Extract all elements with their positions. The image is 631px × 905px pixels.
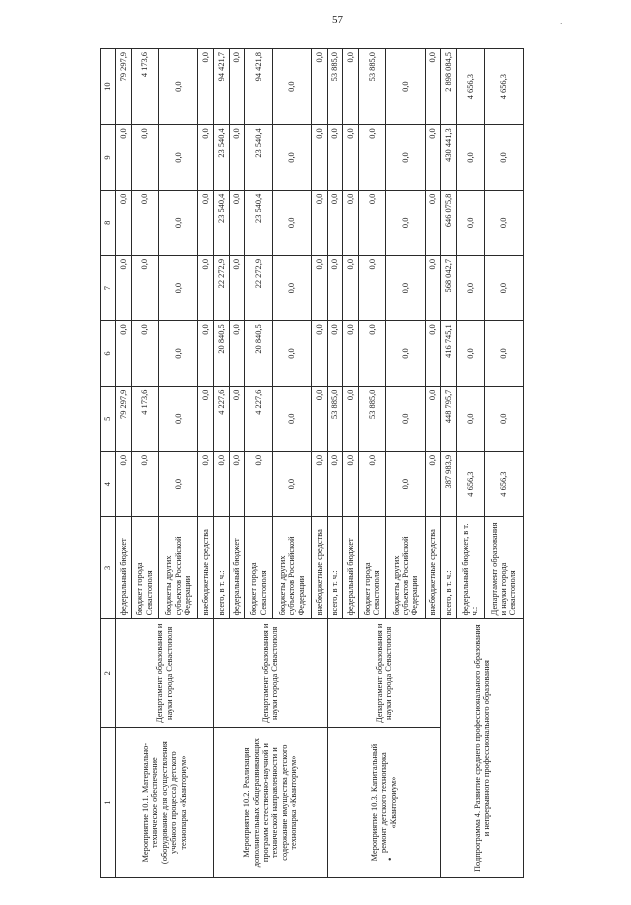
value-cell: 0,0 [457, 255, 484, 320]
value-cell: 4 173,6 [131, 49, 158, 125]
column-header: 9 [101, 125, 116, 190]
value-cell: 0,0 [272, 190, 311, 255]
value-cell: 0,0 [159, 49, 198, 125]
value-cell: 79 297,9 [116, 49, 132, 125]
value-cell: 0,0 [359, 451, 386, 516]
value-cell: 0,0 [425, 125, 441, 190]
responsible-executor: Департамент образования и науки города Севастополя [116, 619, 214, 728]
value-cell: 0,0 [159, 190, 198, 255]
page-number: 57 [332, 14, 343, 26]
funding-source: бюджет города Севастополя [245, 517, 272, 619]
value-cell: 0,0 [131, 255, 158, 320]
value-cell: 0,0 [131, 321, 158, 386]
value-cell: 0,0 [484, 125, 523, 190]
subprogram-name: Подпрограмма 4. Развитие среднего профессионального образования и непрерывного профессионального образования [441, 619, 524, 878]
value-cell: 20 840,5 [245, 321, 272, 386]
value-cell: 0,0 [272, 255, 311, 320]
funding-source: бюджеты других субъектов Российской Федерации [159, 517, 198, 619]
value-cell: 0,0 [229, 321, 245, 386]
value-cell: 0,0 [159, 321, 198, 386]
value-cell: 0,0 [245, 451, 272, 516]
value-cell: 0,0 [229, 49, 245, 125]
scan-mark: · [560, 20, 563, 28]
funding-source: федеральный бюджет [343, 517, 359, 619]
value-cell: 22 272,9 [245, 255, 272, 320]
value-cell: 4 656,3 [457, 451, 484, 516]
value-cell: 4 656,3 [484, 451, 523, 516]
value-cell: 23 540,4 [214, 125, 230, 190]
value-cell: 0,0 [359, 321, 386, 386]
funding-source: внебюджетные средства [198, 517, 214, 619]
value-cell: 4 227,6 [245, 386, 272, 451]
value-cell: 0,0 [327, 451, 343, 516]
column-header: 7 [101, 255, 116, 320]
value-cell: 0,0 [116, 190, 132, 255]
value-cell: 0,0 [484, 190, 523, 255]
value-cell: 0,0 [327, 321, 343, 386]
column-header: 2 [101, 619, 116, 728]
value-cell: 0,0 [198, 321, 214, 386]
value-cell: 0,0 [229, 255, 245, 320]
column-header: 10 [101, 49, 116, 125]
funding-source: бюджеты других субъектов Российской Федерации [272, 517, 311, 619]
funding-source: всего, в т. ч.: [214, 517, 230, 619]
value-cell: 23 540,4 [214, 190, 230, 255]
value-cell: 0,0 [131, 190, 158, 255]
funding-source: бюджеты других субъектов Российской Федерации [386, 517, 425, 619]
value-cell: 0,0 [359, 190, 386, 255]
responsible-executor: Департамент образования и науки города Севастополя [327, 619, 441, 728]
value-cell: 20 840,5 [214, 321, 230, 386]
table-row [441, 49, 457, 878]
value-cell: 0,0 [312, 255, 328, 320]
value-cell: 0,0 [425, 49, 441, 125]
funding-source: всего, в т. ч.: [327, 517, 343, 619]
value-cell: 0,0 [386, 255, 425, 320]
column-header: 8 [101, 190, 116, 255]
value-cell: 0,0 [116, 321, 132, 386]
value-cell: 0,0 [425, 386, 441, 451]
value-cell: 448 795,7 [441, 386, 457, 451]
value-cell: 0,0 [386, 321, 425, 386]
value-cell: 0,0 [386, 125, 425, 190]
funding-source: всего, в т. ч.: [441, 517, 457, 619]
value-cell: 0,0 [425, 451, 441, 516]
value-cell: 0,0 [272, 125, 311, 190]
value-cell: 0,0 [159, 451, 198, 516]
value-cell: 0,0 [312, 49, 328, 125]
value-cell: 0,0 [198, 49, 214, 125]
value-cell: 0,0 [312, 321, 328, 386]
value-cell: 0,0 [327, 125, 343, 190]
value-cell: 0,0 [343, 321, 359, 386]
value-cell: 0,0 [343, 255, 359, 320]
value-cell: 23 540,4 [245, 125, 272, 190]
value-cell: 79 297,9 [116, 386, 132, 451]
value-cell: 0,0 [386, 49, 425, 125]
value-cell: 0,0 [386, 451, 425, 516]
column-header: 4 [101, 451, 116, 516]
value-cell: 0,0 [229, 386, 245, 451]
value-cell: 0,0 [425, 255, 441, 320]
value-cell: 0,0 [327, 190, 343, 255]
value-cell: 0,0 [312, 190, 328, 255]
column-header: 6 [101, 321, 116, 386]
value-cell: 0,0 [359, 125, 386, 190]
table-row [327, 49, 343, 878]
funding-source: бюджет города Севастополя [359, 517, 386, 619]
table-row [116, 49, 132, 878]
value-cell: 0,0 [116, 255, 132, 320]
funding-source: федеральный бюджет, в т. ч.: [457, 517, 484, 619]
value-cell: 0,0 [312, 125, 328, 190]
funding-source: внебюджетные средства [312, 517, 328, 619]
value-cell: 0,0 [229, 125, 245, 190]
value-cell: 4 227,6 [214, 386, 230, 451]
value-cell: 4 656,3 [484, 49, 523, 125]
column-header: 5 [101, 386, 116, 451]
value-cell: 0,0 [229, 190, 245, 255]
value-cell: 0,0 [484, 255, 523, 320]
rotated-table-container [100, 48, 524, 878]
value-cell: 0,0 [386, 386, 425, 451]
funding-source: бюджет города Севастополя [131, 517, 158, 619]
scan-mark: • [388, 855, 392, 866]
value-cell: 4 173,6 [131, 386, 158, 451]
value-cell: 0,0 [484, 321, 523, 386]
value-cell: 0,0 [272, 451, 311, 516]
value-cell: 0,0 [484, 386, 523, 451]
value-cell: 22 272,9 [214, 255, 230, 320]
value-cell: 0,0 [312, 386, 328, 451]
column-header: 1 [101, 728, 116, 878]
value-cell: 4 656,3 [457, 49, 484, 125]
value-cell: 0,0 [343, 451, 359, 516]
value-cell: 0,0 [343, 190, 359, 255]
value-cell: 53 885,0 [327, 49, 343, 125]
funding-source: внебюджетные средства [425, 517, 441, 619]
value-cell: 0,0 [159, 125, 198, 190]
value-cell: 0,0 [198, 386, 214, 451]
funding-source: федеральный бюджет [229, 517, 245, 619]
value-cell: 0,0 [272, 49, 311, 125]
value-cell: 0,0 [457, 190, 484, 255]
value-cell: 0,0 [312, 451, 328, 516]
value-cell: 53 885,0 [327, 386, 343, 451]
measure-name: Мероприятие 10.1. Материально-техническое обеспечение (оборудование для осуществления учебного процесса) детского технопарка «Кванториум» [116, 728, 214, 878]
value-cell: 0,0 [343, 386, 359, 451]
responsible-executor: Департамент образования и науки города Севастополя [214, 619, 328, 728]
value-cell: 0,0 [425, 321, 441, 386]
value-cell: 646 075,8 [441, 190, 457, 255]
value-cell: 0,0 [198, 190, 214, 255]
value-cell: 387 983,9 [441, 451, 457, 516]
value-cell: 0,0 [131, 451, 158, 516]
value-cell: 416 745,1 [441, 321, 457, 386]
funding-source: Департамент образования и науки города Севастополя [484, 517, 523, 619]
value-cell: 0,0 [198, 255, 214, 320]
value-cell: 94 421,8 [245, 49, 272, 125]
measure-name: Мероприятие 10.2. Реализация дополнительных общеразвивающих программ естественно-научной и технической направленности и содержание имущества детского технопарка «Кванториум» [214, 728, 328, 878]
value-cell: 0,0 [229, 451, 245, 516]
value-cell: 0,0 [159, 255, 198, 320]
column-header: 3 [101, 517, 116, 619]
budget-table [100, 48, 524, 878]
value-cell: 53 885,0 [359, 386, 386, 451]
value-cell: 0,0 [327, 255, 343, 320]
value-cell: 0,0 [457, 386, 484, 451]
value-cell: 430 441,3 [441, 125, 457, 190]
value-cell: 53 885,0 [359, 49, 386, 125]
measure-name: Мероприятие 10.3. Капитальный ремонт детского технопарка «Кванториум» [327, 728, 441, 878]
value-cell: 568 042,7 [441, 255, 457, 320]
value-cell: 0,0 [425, 190, 441, 255]
value-cell: 2 898 084,5 [441, 49, 457, 125]
value-cell: 0,0 [198, 451, 214, 516]
value-cell: 0,0 [343, 49, 359, 125]
value-cell: 0,0 [214, 451, 230, 516]
funding-source: федеральный бюджет [116, 517, 132, 619]
value-cell: 0,0 [359, 255, 386, 320]
value-cell: 0,0 [386, 190, 425, 255]
value-cell: 0,0 [272, 321, 311, 386]
value-cell: 0,0 [457, 125, 484, 190]
value-cell: 0,0 [131, 125, 158, 190]
table-row [214, 49, 230, 878]
value-cell: 0,0 [343, 125, 359, 190]
value-cell: 0,0 [116, 125, 132, 190]
value-cell: 0,0 [457, 321, 484, 386]
value-cell: 94 421,7 [214, 49, 230, 125]
value-cell: 0,0 [116, 451, 132, 516]
value-cell: 0,0 [198, 125, 214, 190]
header-row [101, 49, 116, 878]
value-cell: 0,0 [159, 386, 198, 451]
value-cell: 0,0 [272, 386, 311, 451]
value-cell: 23 540,4 [245, 190, 272, 255]
